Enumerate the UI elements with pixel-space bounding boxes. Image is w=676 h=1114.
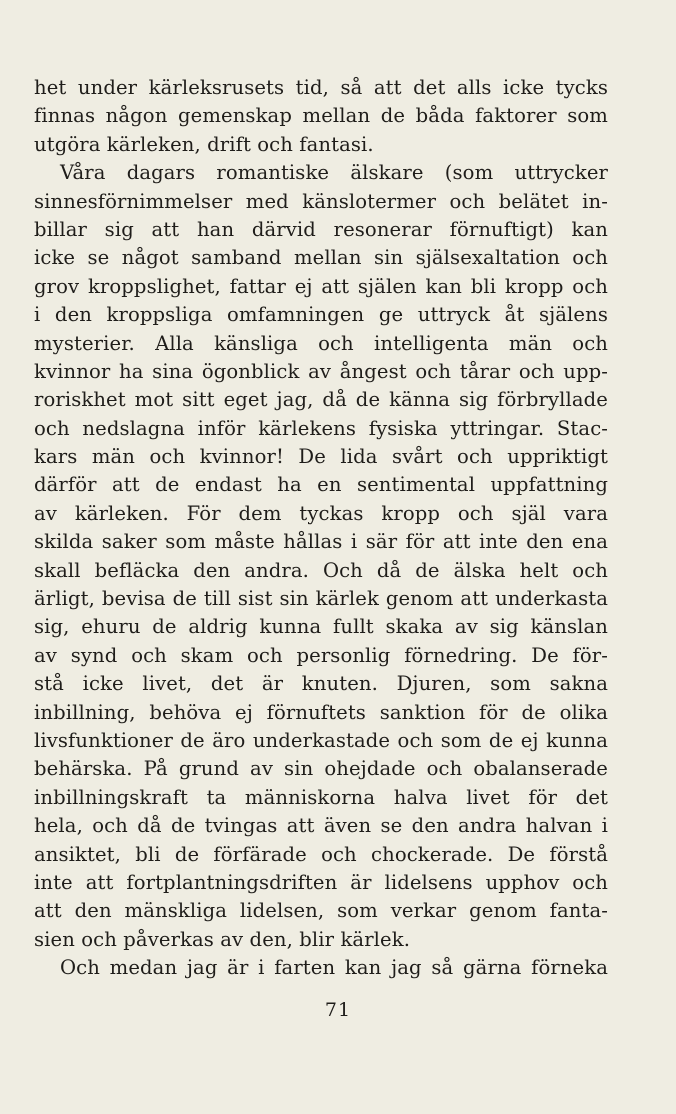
page-body [34, 74, 608, 983]
text-line: mysterier. Alla känsliga och intelligenta män och [34, 331, 608, 355]
text-line: och nedslagna inför kärlekens fysiska yttringar. Stac- [34, 416, 608, 440]
text-line: inbillning, behöva ej förnuftets sanktion för de olika [34, 700, 608, 724]
text-line: av kärleken. För dem tyckas kropp och själ vara [34, 501, 608, 525]
text-line: behärska. På grund av sin ohejdade och obalanserade [34, 757, 608, 781]
text-line: billar sig att han därvid resonerar förnuftigt) kan [34, 217, 608, 241]
text-line: sinnesförnimmelser med känslotermer och belätet in- [34, 189, 608, 213]
text-line: inte att fortplantningsdriften är lidelsens upphov och [34, 870, 608, 894]
text-line: sien och påverkas av den, blir kärlek. [34, 927, 411, 951]
text-line: därför att de endast ha en sentimental uppfattning [34, 473, 608, 497]
text-line: ärligt, bevisa de till sist sin kärlek genom att underkasta [34, 587, 608, 611]
text-line: skilda saker som måste hållas i sär för att inte den ena [34, 530, 608, 554]
text-line: inbillningskraft ta människorna halva livet för det [34, 785, 608, 809]
text-line: grov kroppslighet, fattar ej att själen kan bli kropp och [34, 274, 608, 298]
text-line: roriskhet mot sitt eget jag, då de känna sig förbryllade [34, 388, 608, 412]
text-line: skall befläcka den andra. Och då de älska helt och [34, 558, 608, 582]
text-line: i den kroppsliga omfamningen ge uttryck åt själens [34, 303, 608, 327]
text-line: het under kärleksrusets tid, så att det alls icke tycks [34, 76, 608, 99]
text-line: stå icke livet, det är knuten. Djuren, som sakna [34, 672, 608, 696]
text-line: hela, och då de tvingas att även se den andra halvan i [34, 814, 608, 838]
text-line: kvinnor ha sina ögonblick av ångest och tårar och upp- [34, 359, 608, 383]
text-line: finnas någon gemenskap mellan de båda faktorer som [34, 104, 608, 128]
text-line: ansiktet, bli de förfärade och chockerade. De förstå [34, 842, 608, 866]
text-line: att den mänskliga lidelsen, som verkar genom fanta- [34, 899, 608, 923]
page-number: 71 [324, 999, 352, 1021]
text-line: livsfunktioner de äro underkastade och som de ej kunna [34, 728, 608, 752]
text-line: icke se något samband mellan sin själsexaltation och [34, 246, 608, 270]
text-line: sig, ehuru de aldrig kunna fullt skaka av sig känslan [34, 615, 608, 639]
text-line: kars män och kvinnor! De lida svårt och uppriktigt [34, 445, 608, 469]
text-line: av synd och skam och personlig förnedring. De för- [34, 643, 608, 667]
text-line: utgöra kärleken, drift och fantasi. [34, 132, 374, 156]
text-line: Våra dagars romantiske älskare (som uttrycker [60, 161, 608, 185]
text-line: Och medan jag är i farten kan jag så gärna förneka [60, 956, 608, 980]
